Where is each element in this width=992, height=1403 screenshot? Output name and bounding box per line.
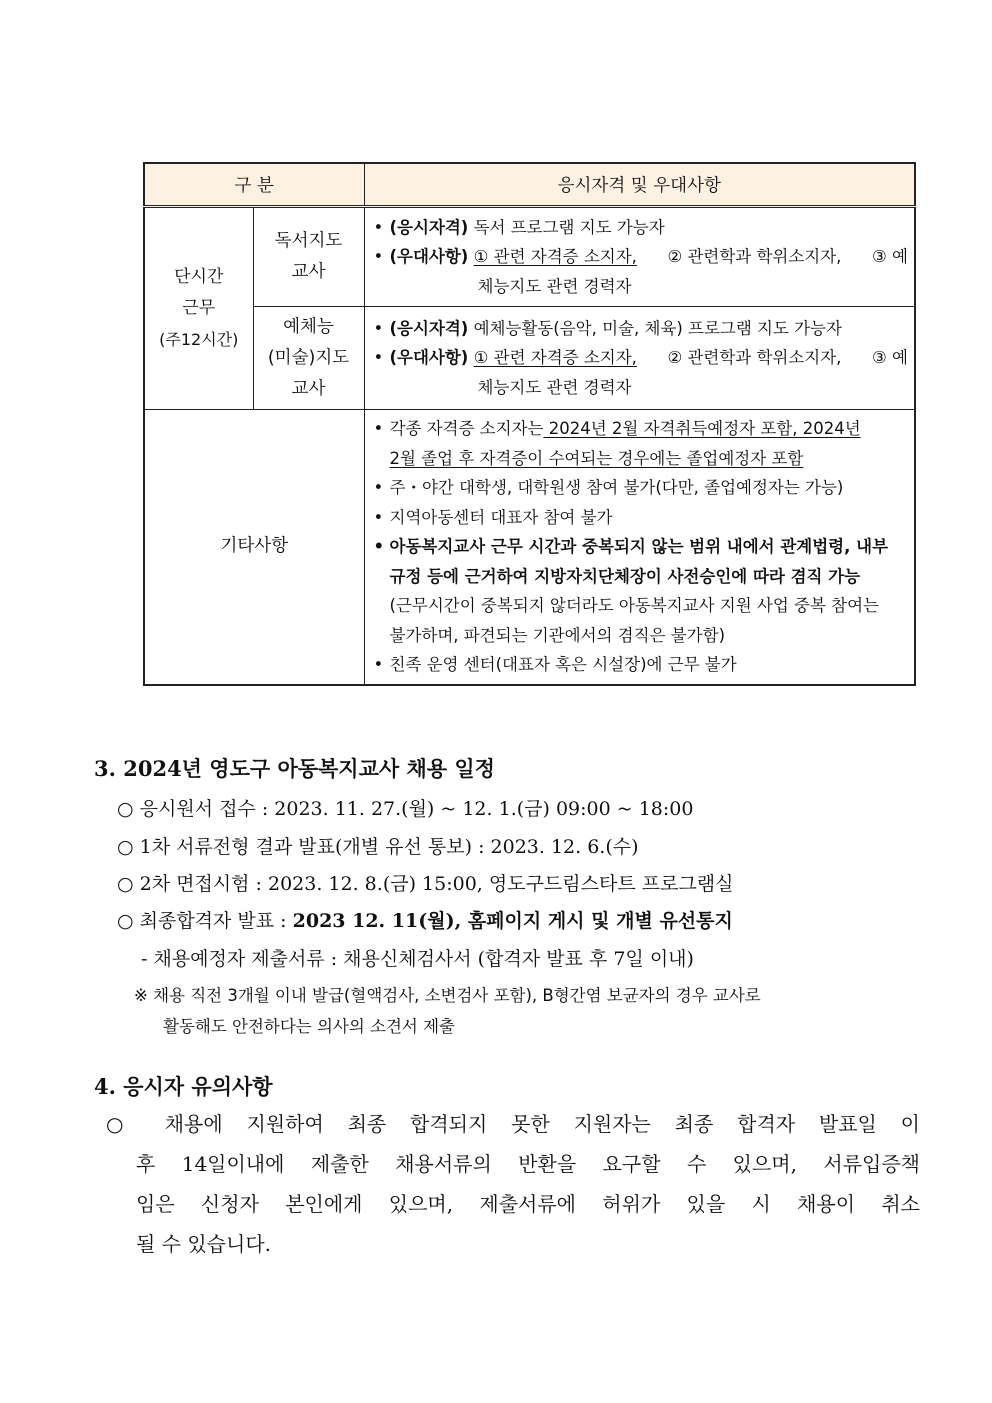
schedule-item-text: ○ 최종합격자 발표 : (117, 910, 293, 932)
qual-label: (응시자격) (389, 318, 469, 338)
health-check-note-cont: 활동해도 안전하다는 의사의 소견서 제출 (163, 1017, 455, 1036)
pref-item: ① 관련 자격증 소지자, (473, 348, 637, 368)
bullet-text: 각종 자격증 소지자는 (389, 419, 544, 438)
table-row-etc (144, 410, 915, 685)
category-line: 근무 (182, 298, 216, 318)
subcategory-line: 교사 (291, 378, 326, 399)
notice-paragraph (106, 1104, 920, 1264)
qual-label: (응시자격) (389, 217, 469, 237)
category-etc: 기타사항 (144, 410, 364, 685)
content-reading (364, 207, 915, 307)
table-header-row (144, 163, 915, 207)
content-etc (364, 410, 915, 685)
notice-line: 임은 신청자 본인에게 있으며, 제출서류에 허위가 있을 시 채용이 취소 (136, 1192, 920, 1216)
subcategory-line: 독서지도 (274, 231, 343, 251)
header-qualification: 응시자격 및 우대사항 (364, 163, 915, 207)
pref-item: ② 관련학과 학위소지자, (667, 348, 842, 368)
subcategory-line: 예체능 (283, 316, 334, 337)
table-row-arts (144, 307, 915, 410)
pref-item: ③ 예 (872, 247, 908, 267)
section-title-notice: 4. 응시자 유의사항 (94, 1074, 273, 1099)
notice-line: 후 14일이내에 제출한 채용서류의 반환을 요구할 수 있으며, 서류입증책 (136, 1152, 920, 1176)
schedule-item-interview: ○ 2차 면접시험 : 2023. 12. 8.(금) 15:00, 영도구드림스타트 프로그램실 (117, 873, 734, 895)
pref-label: (우대사항) (389, 348, 469, 368)
subcategory-reading (253, 207, 364, 307)
schedule-item-bold: 2023 12. 11(월), 홈페이지 게시 및 개별 유선통지 (292, 910, 733, 932)
bullet-item: • 지역아동센터 대표자 참여 불가 (374, 503, 909, 533)
eligibility-table (143, 162, 916, 686)
bullet-note: 불가하며, 파견되는 기관에서의 겸직은 불가함) (389, 625, 726, 645)
table-row-reading (144, 207, 915, 307)
bullet-item (374, 314, 909, 344)
bullet-item (374, 213, 909, 243)
pref-continuation: 체능지도 관련 경력자 (477, 377, 632, 397)
category-note: (주12시간) (159, 330, 239, 349)
bullet-continuation: 규정 등에 근거하여 지방자치단체장이 사전승인에 따라 겸직 가능 (389, 566, 861, 586)
category-short-term (144, 207, 253, 410)
bullet-item (374, 343, 909, 373)
pref-label: (우대사항) (389, 247, 469, 267)
bullet-item: • 친족 운영 센터(대표자 혹은 시설장)에 근무 불가 (374, 650, 909, 680)
bullet-item: • 주・야간 대학생, 대학원생 참여 불가(다만, 졸업예정자는 가능) (374, 473, 909, 503)
bullet-item: • 아동복지교사 근무 시간과 중복되지 않는 범위 내에서 관계법령, 내부 (374, 532, 909, 562)
subcategory-arts (253, 307, 364, 410)
schedule-item-document-screening: ○ 1차 서류전형 결과 발표(개별 유선 통보) : 2023. 12. 6.(수) (117, 836, 639, 858)
bullet-text-underlined: 2024년 2월 자격취득예정자 포함, 2024년 (543, 419, 861, 438)
pref-item: ① 관련 자격증 소지자, (473, 247, 637, 267)
bullet-note: (근무시간이 중복되지 않더라도 아동복지교사 지원 사업 중복 참여는 (389, 596, 879, 615)
subcategory-line: (미술)지도 (267, 347, 350, 368)
bullet-text-underlined: 2월 졸업 후 자격증이 수여되는 경우에는 졸업예정자 포함 (389, 448, 804, 468)
category-line: 단시간 (174, 267, 224, 287)
notice-line: ○ 채용에 지원하여 최종 합격되지 못한 지원자는 최종 합격자 발표일 이 (106, 1112, 920, 1136)
required-documents: - 채용예정자 제출서류 : 채용신체검사서 (합격자 발표 후 7일 이내) (141, 948, 694, 970)
bullet-item (374, 414, 909, 444)
bullet-item (374, 242, 909, 272)
pref-item: ③ 예 (872, 348, 908, 368)
health-check-note: ※ 채용 직전 3개월 이내 발급(혈액검사, 소변검사 포함), B형간염 보균자의 경우 교사로 (134, 986, 761, 1005)
schedule-item-final-announcement (117, 906, 733, 933)
schedule-item-application: ○ 응시원서 접수 : 2023. 11. 27.(월) ~ 12. 1.(금) 09:00 ~ 18:00 (117, 798, 694, 820)
qual-text: 예체능활동(음악, 미술, 체육) 프로그램 지도 가능자 (468, 318, 842, 338)
content-arts (364, 307, 915, 410)
section-title-schedule: 3. 2024년 영도구 아동복지교사 채용 일정 (94, 756, 495, 781)
notice-line: 될 수 있습니다. (136, 1232, 271, 1256)
subcategory-line: 교사 (291, 262, 326, 282)
qual-text: 독서 프로그램 지도 가능자 (468, 217, 665, 237)
pref-continuation: 체능지도 관련 경력자 (477, 276, 632, 296)
header-category: 구 분 (144, 163, 364, 207)
pref-item: ② 관련학과 학위소지자, (667, 247, 842, 267)
